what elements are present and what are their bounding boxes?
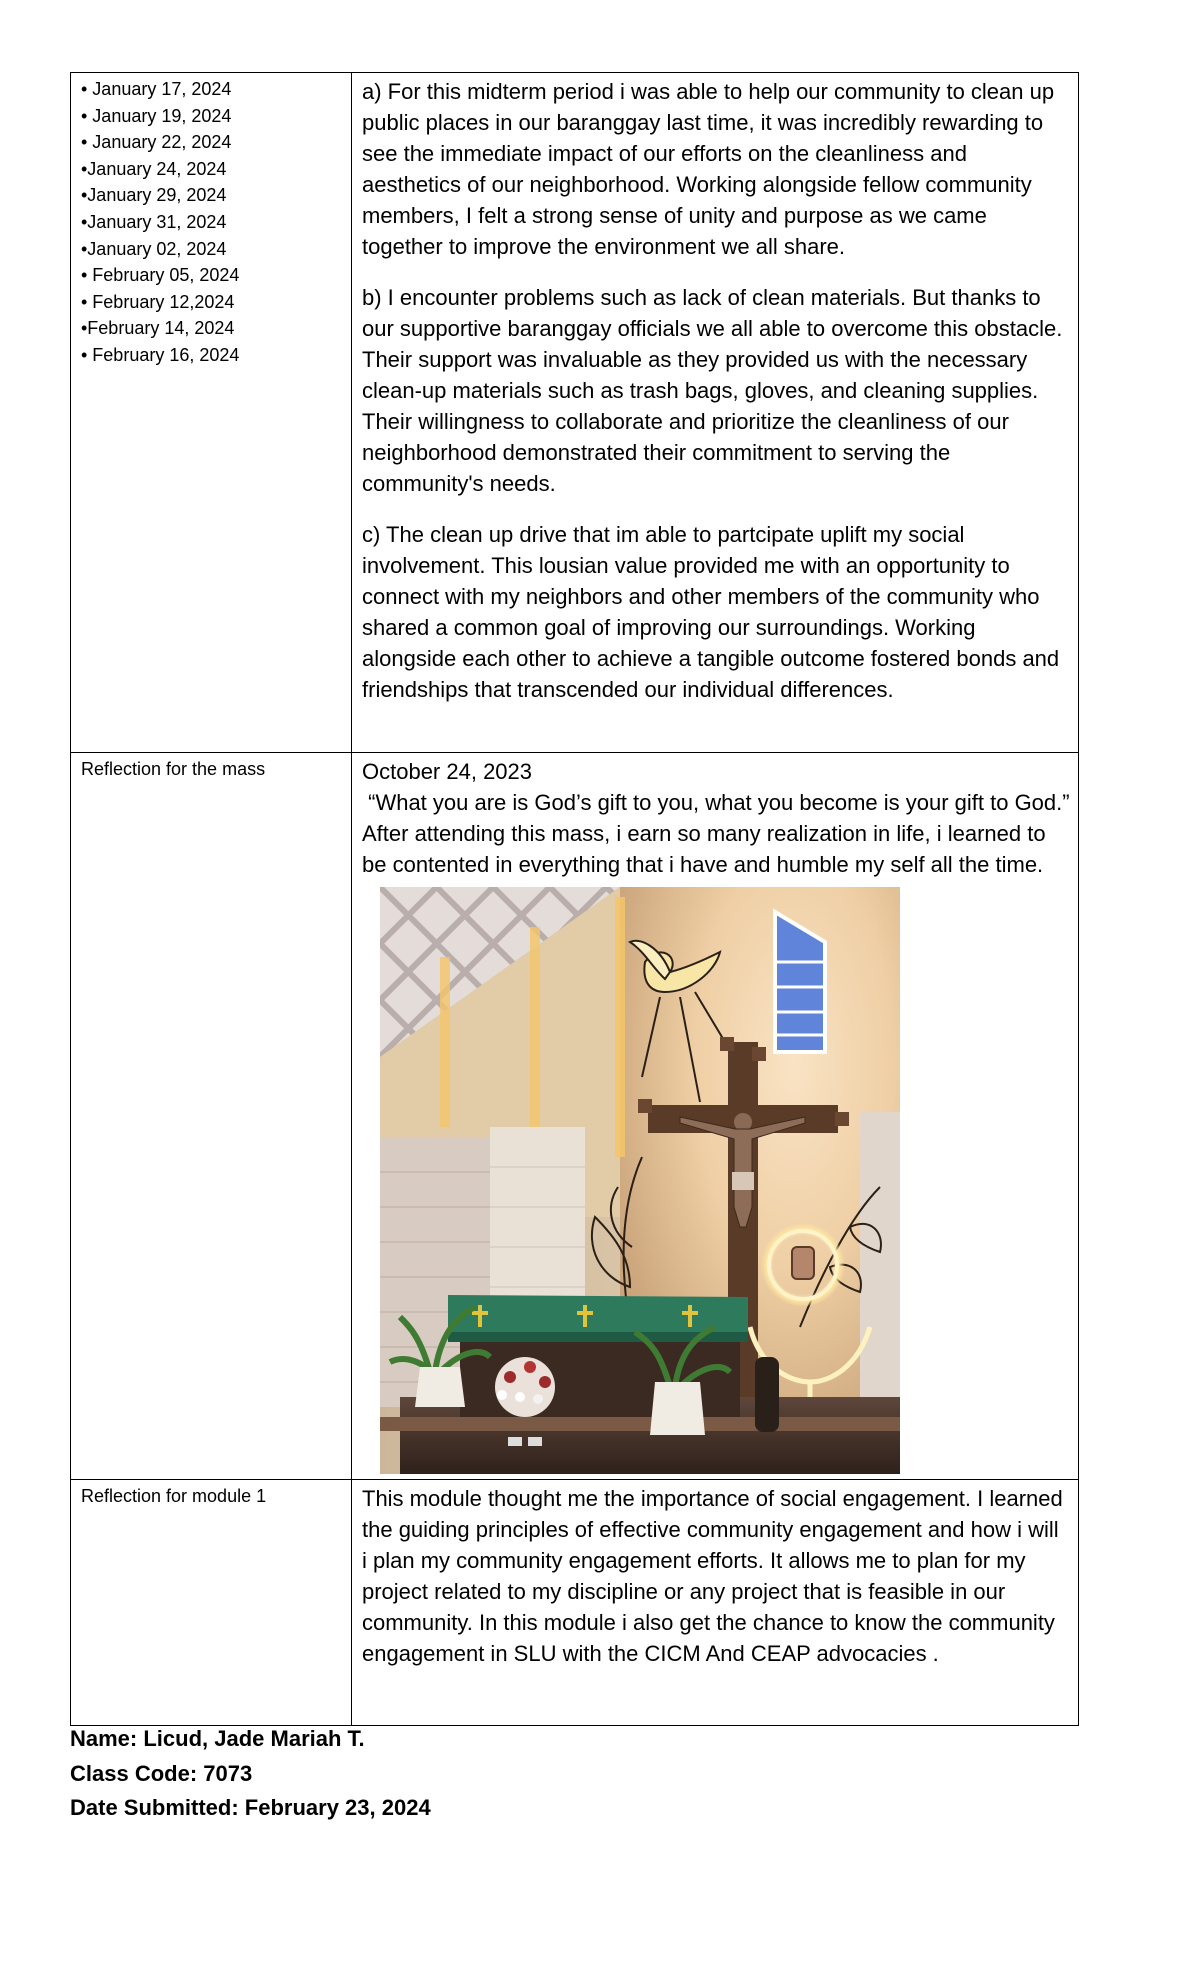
date-item: • February 16, 2024	[81, 344, 240, 365]
class-code: Class Code: 7073	[70, 1760, 253, 1786]
date-item: • January 19, 2024	[81, 105, 232, 126]
date-item: •January 29, 2024	[81, 185, 227, 206]
reflection-table	[70, 72, 1079, 1726]
mass-reflection-cell	[352, 753, 1079, 1480]
date-item: •February 14, 2024	[81, 318, 235, 339]
date-item: •January 31, 2024	[81, 211, 227, 232]
mass-label-cell	[71, 753, 352, 1480]
paragraph-a: a) For this midterm period i was able to help our community to clean up public places in our baranggay last time, it was incredibly rewarding to see the immediate impact of our efforts on the cleanliness and aesthetics of our neighborhood. Working alongside fellow community members, I felt a strong sense of unity and purpose as we came together to improve the environment we all share.	[362, 79, 1055, 259]
date-item: • February 12,2024	[81, 291, 235, 312]
date-item: •January 24, 2024	[81, 158, 227, 179]
activity-row	[71, 73, 1079, 753]
activity-reflection-cell	[352, 73, 1079, 753]
paragraph-c: c) The clean up drive that im able to partcipate uplift my social involvement. This lousian value provided me with an opportunity to connect with my neighbors and other members of the community who shared a common goal of improving our surroundings. Working alongside each other to achieve a tangible outcome fostered bonds and friendships that transcended our individual differences.	[362, 522, 1060, 702]
dates-list	[81, 76, 341, 369]
paragraph-b: b) I encounter problems such as lack of clean materials. But thanks to our supportive baranggay officials we all able to overcome this obstacle. Their support was invaluable as they provided us with the necessary clean-up materials such as trash bags, gloves, and cleaning supplies. Their willingness to collaborate and prioritize the cleanliness of our neighborhood demonstrated their commitment to serving the community's needs.	[362, 285, 1063, 496]
mass-quote: “What you are is God’s gift to you, what you become is your gift to God.”	[362, 790, 1070, 815]
date-item: •January 02, 2024	[81, 238, 227, 259]
wall-light-strip	[530, 927, 540, 1127]
mass-row	[71, 753, 1079, 1480]
date-item: • January 17, 2024	[81, 79, 232, 99]
flower-arrangement	[495, 1357, 555, 1417]
module-row	[71, 1480, 1079, 1726]
wall-light-strip	[440, 957, 450, 1127]
dark-figure	[755, 1357, 779, 1432]
submission-footer	[70, 1722, 431, 1826]
date-item: • January 22, 2024	[81, 132, 232, 153]
date-item: • February 05, 2024	[81, 265, 240, 286]
mass-reflection: After attending this mass, i earn so many realization in life, i learned to be contented in everything that i have and humble my self all the time.	[362, 821, 1046, 877]
dates-cell	[71, 73, 352, 753]
mass-label: Reflection for the mass	[81, 759, 266, 779]
date-submitted: Date Submitted: February 23, 2024	[70, 1795, 431, 1820]
mass-date: October 24, 2023	[362, 759, 533, 784]
module-reflection: This module thought me the importance of social engagement. I learned the guiding principles of effective community engagement and how i will i plan my community engagement efforts. It allows me to plan for my project related to my discipline or any project that is feasible in our community. In this module i also get the chance to know the community engagement in SLU with the CICM And CEAP advocacies .	[362, 1486, 1063, 1666]
church-altar-photo	[380, 887, 900, 1474]
module-label: Reflection for module 1	[81, 1486, 267, 1506]
tabernacle	[792, 1247, 814, 1279]
wall-light-strip	[615, 897, 625, 1157]
module-label-cell	[71, 1480, 352, 1726]
module-reflection-cell	[352, 1480, 1079, 1726]
student-name: Name: Licud, Jade Mariah T.	[70, 1726, 365, 1751]
